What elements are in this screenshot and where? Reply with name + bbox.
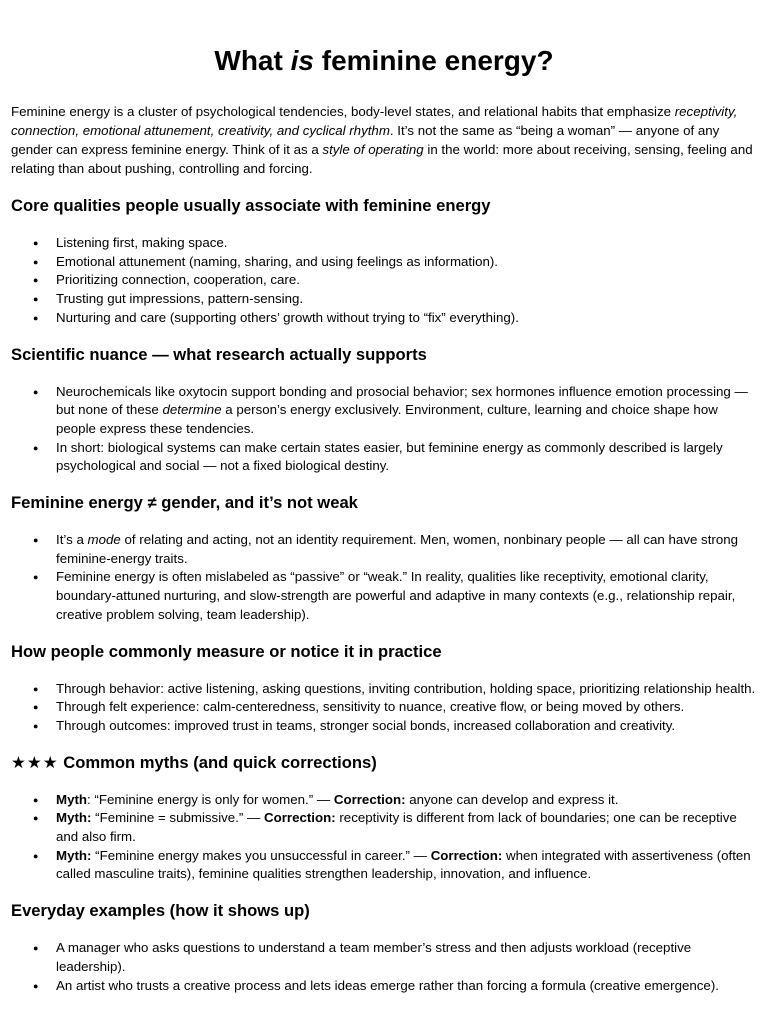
list-item: ● Listening first, making space.	[11, 234, 757, 253]
section-heading-examples: Everyday examples (how it shows up)	[11, 901, 310, 921]
list-item: ● Through felt experience: calm-centeredness, sensitivity to nuance, creative flow, or being moved by others.	[11, 698, 757, 717]
list-item: ● Myth: “Feminine = submissive.” — Correction: receptivity is different from lack of boundaries; one can be receptive and also firm.	[11, 809, 757, 846]
star-icon: ★★★	[11, 752, 59, 772]
list-item: ● An artist who trusts a creative process and lets ideas emerge rather than forcing a formula (creative emergence).	[11, 977, 757, 996]
list-item: ● Feminine energy is often mislabeled as “passive” or “weak.” In reality, qualities like receptivity, emotional clarity, boundary-attuned nurturing, and slow-strength are powerful and adaptive in many contexts (e.g., relationship repair, creative problem solving, team leadership).	[11, 568, 757, 624]
myth-label: Myth:	[56, 810, 92, 826]
list-item: ● Emotional attunement (naming, sharing, and using feelings as information).	[11, 253, 757, 272]
section-heading-core-qualities: Core qualities people usually associate with feminine energy	[11, 196, 491, 215]
correction-label: Correction:	[430, 847, 503, 863]
myths-list	[11, 791, 757, 885]
list-item: ● In short: biological systems can make certain states easier, but feminine energy as commonly described is largely psychological and social — not a fixed biological destiny.	[11, 439, 757, 476]
section-heading-scientific-nuance: Scientific nuance — what research actually supports	[11, 344, 427, 364]
list-item: ● Through outcomes: improved trust in teams, stronger social bonds, increased collaboration and creativity.	[11, 717, 757, 736]
emphasis-mode: mode	[87, 532, 121, 548]
list-item: ● It’s a mode of relating and acting, not an identity requirement. Men, women, nonbinary people — all can have strong feminine-energy traits.	[11, 531, 757, 568]
intro-paragraph: Feminine energy is a cluster of psychological tendencies, body-level states, and relational habits that emphasize receptivity, connection, emotional attunement, creativity, and cyclical rhythm. It’s not the same as “being a woman” — anyone of any gender can express feminine energy. Think of it as a style of operating in the world: more about receiving, sensing, feeling and relating than about pushing, controlling and forcing.	[11, 104, 753, 176]
page-title: What is feminine energy?	[214, 45, 554, 76]
measure-list	[11, 680, 757, 736]
myth-label: Myth	[56, 791, 88, 807]
intro-emphasis-1: receptivity, connection, emotional attunement, creativity, and cyclical rhythm	[11, 104, 738, 138]
emphasis-determine: determine	[162, 402, 222, 418]
list-item: ● Prioritizing connection, cooperation, care.	[11, 271, 757, 290]
section-heading-myths: ★★★ Common myths (and quick corrections)	[11, 752, 377, 772]
scientific-nuance-list	[11, 383, 757, 477]
correction-label: Correction:	[264, 810, 336, 826]
examples-list	[11, 939, 757, 995]
list-item: ● A manager who asks questions to understand a team member’s stress and then adjusts workload (receptive leadership).	[11, 939, 757, 976]
list-item: ● Trusting gut impressions, pattern-sensing.	[11, 290, 757, 309]
intro-emphasis-2: style of operating	[322, 142, 424, 157]
core-qualities-list	[11, 234, 757, 328]
list-item: ● Nurturing and care (supporting others’ growth without trying to “fix” everything).	[11, 309, 757, 328]
section-heading-measure: How people commonly measure or notice it in practice	[11, 641, 442, 661]
not-gender-list	[11, 531, 757, 625]
myth-label: Myth:	[56, 847, 92, 863]
list-item: ● Myth: “Feminine energy is only for women.” — Correction: anyone can develop and express it.	[11, 791, 757, 810]
correction-label: Correction:	[333, 791, 406, 807]
list-item: ● Through behavior: active listening, asking questions, inviting contribution, holding space, prioritizing relationship health.	[11, 680, 757, 699]
title-emphasis: is	[290, 45, 314, 76]
section-heading-not-gender: Feminine energy ≠ gender, and it’s not weak	[11, 493, 358, 513]
list-item: ● Neurochemicals like oxytocin support bonding and prosocial behavior; sex hormones influence emotion processing — but none of these determine a person’s energy exclusively. Environment, culture, learning and choice shape how people express these tendencies.	[11, 383, 757, 439]
list-item: ● Myth: “Feminine energy makes you unsuccessful in career.” — Correction: when integrated with assertiveness (often called masculine traits), feminine qualities strengthen leadership, innovation, and influence.	[11, 847, 757, 884]
